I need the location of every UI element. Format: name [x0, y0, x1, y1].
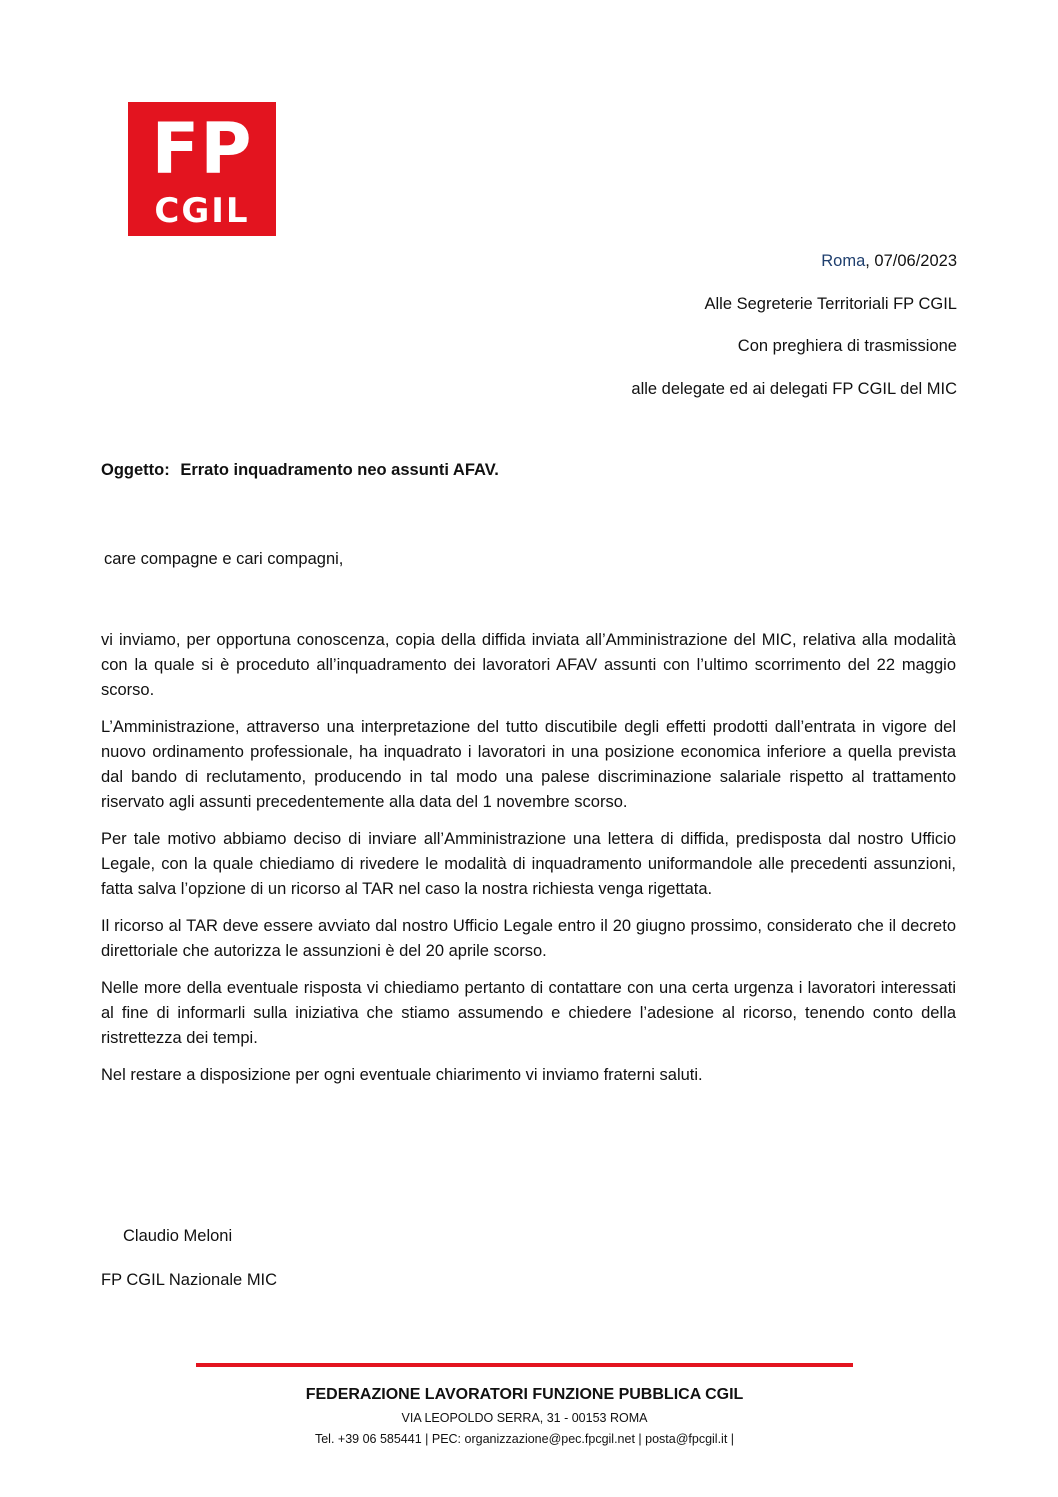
city: Roma	[821, 252, 866, 270]
paragraph: vi inviamo, per opportuna conoscenza, copia della diffida inviata all’Amministrazione del MIC, relativa alla modalità con la quale si è proceduto all’inquadramento dei lavoratori AFAV assunti con l’ultimo scorrimento del 22 maggio scorso.	[101, 631, 956, 699]
footer-contacts: Tel. +39 06 585441 | PEC: organizzazione@pec.fpcgil.net | posta@fpcgil.it |	[314, 1432, 735, 1446]
fp-cgil-logo	[128, 102, 276, 236]
letter-body	[101, 628, 956, 1100]
recipient-line-3: alle delegate ed ai delegati FP CGIL del MIC	[631, 380, 957, 398]
recipient-line-2: Con preghiera di trasmissione	[737, 337, 957, 355]
paragraph: Nelle more della eventuale risposta vi chiediamo pertanto di contattare con una certa urgenza i lavoratori interessati al fine di informarli sulla iniziativa che stiamo assumendo e chiedere l’adesione al ricorso, tenendo conto della ristrettezza dei tempi.	[101, 979, 956, 1047]
paragraph: Il ricorso al TAR deve essere avviato dal nostro Ufficio Legale entro il 20 giugno prossimo, considerato che il decreto direttoriale che autorizza le assunzioni è del 20 aprile scorso.	[101, 917, 956, 960]
logo-text-cgil: CGIL	[154, 191, 250, 231]
signature-organization: FP CGIL Nazionale MIC	[101, 1271, 278, 1289]
greeting: care compagne e cari compagni,	[104, 550, 344, 568]
paragraph: Per tale motivo abbiamo deciso di inviare all’Amministrazione una lettera di diffida, predisposta dal nostro Ufficio Legale, con la quale chiediamo di rivedere le modalità di inquadramento uniformandole alle precedenti assunzioni, fatta salva l’opzione di un ricorso al TAR nel caso la nostra richiesta venga rigettata.	[101, 830, 956, 898]
subject-line	[101, 460, 499, 480]
subject-text: Errato inquadramento neo assunti AFAV.	[180, 461, 499, 479]
footer-title: FEDERAZIONE LAVORATORI FUNZIONE PUBBLICA CGIL	[305, 1386, 744, 1403]
subject-label: Oggetto:	[101, 461, 170, 479]
paragraph: L’Amministrazione, attraverso una interpretazione del tutto discutibile degli effetti prodotti dall’entrata in vigore del nuovo ordinamento professionale, ha inquadrato i lavoratori in una posizione economica inferiore a quella prevista dal bando di reclutamento, producendo in tal modo una palese discriminazione salariale rispetto al trattamento riservato agli assunti precedentemente alla data del 1 novembre scorso.	[101, 718, 956, 811]
place-date	[821, 251, 957, 271]
paragraph: Nel restare a disposizione per ogni eventuale chiarimento vi inviamo fraterni saluti.	[101, 1066, 703, 1084]
logo-text-fp: FP	[151, 108, 253, 190]
footer-divider	[196, 1363, 853, 1367]
recipient-line-1: Alle Segreterie Territoriali FP CGIL	[704, 295, 957, 313]
signature-name: Claudio Meloni	[123, 1227, 233, 1245]
date: , 07/06/2023	[865, 252, 957, 270]
footer-address: VIA LEOPOLDO SERRA, 31 - 00153 ROMA	[401, 1411, 648, 1425]
